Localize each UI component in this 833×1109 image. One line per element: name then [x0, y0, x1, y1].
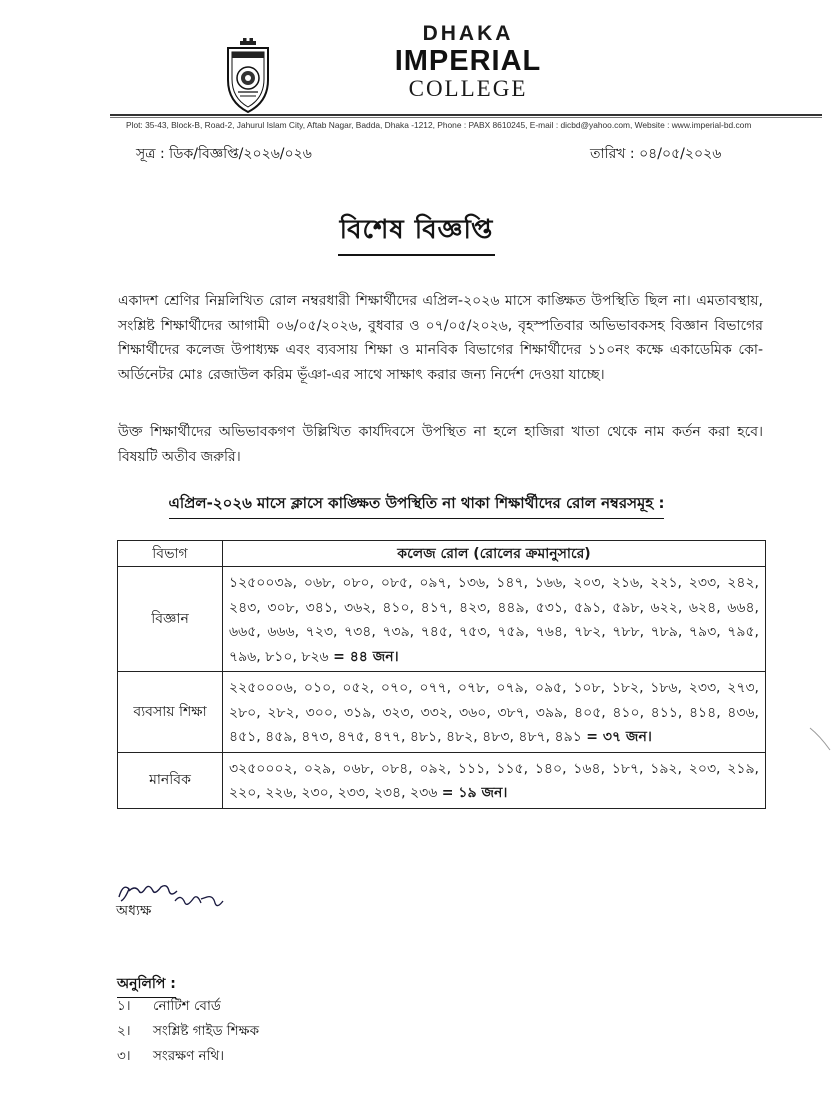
notice-paragraph-2: উক্ত শিক্ষার্থীদের অভিভাবকগণ উল্লিখিত কার্যদিবসে উপস্থিত না হলে হাজিরা খাতা থেকে নাম কর্তন করা হবে। বিষয়টি অতীব জরুরি।	[118, 424, 763, 465]
header-divider-thin	[110, 117, 822, 118]
list-item	[117, 1044, 259, 1069]
college-name-line2: IMPERIAL	[394, 45, 542, 77]
college-crest-logo	[218, 36, 278, 114]
list-item-number: ২।	[117, 1023, 131, 1039]
list-item	[117, 1019, 259, 1044]
table-row	[118, 752, 766, 808]
roll-list-cell	[223, 672, 766, 753]
table-header-row	[118, 541, 766, 567]
roll-numbers: ১২৫০০৩৯, ০৬৮, ০৮০, ০৮৫, ০৯৭, ১৩৬, ১৪৭, ১৬৬, ২০৩, ২১৬, ২২১, ২৩৩, ২৪২, ২৪৩, ৩০৮, ৩৪১, ৩৬২, ৪১০, ৪১৭, ৪২৩, ৪৪৯, ৫৩১, ৫৯১, ৫৯৮, ৬২২, ৬২৪, ৬৬৪, ৬৬৫, ৬৬৬, ৭২৩, ৭৩৪, ৭৩৯, ৭৪৫, ৭৫৩, ৭৫৯, ৭৬৪, ৭৮২, ৭৮৮, ৭৮৯, ৭৯৩, ৭৯৫, ৭৯৬, ৮১০, ৮২৬	[229, 575, 759, 665]
table-title-text: এপ্রিল-২০২৬ মাসে ক্লাসে কাঙ্ক্ষিত উপস্থিতি না থাকা শিক্ষার্থীদের রোল নম্বরসমূহ :	[169, 492, 665, 519]
roll-numbers: ২২৫০০০৬, ০১০, ০৫২, ০৭০, ০৭৭, ০৭৮, ০৭৯, ০৯৫, ১০৮, ১৮২, ১৮৬, ২৩৩, ২৭৩, ২৮০, ২৮২, ৩০০, ৩১৯, ৩২৩, ৩৩২, ৩৬০, ৩৮৭, ৩৯৯, ৪০৫, ৪১০, ৪১১, ৪১৪, ৪৩৬, ৪৫১, ৪৫৯, ৪৭৩, ৪৭৫, ৪৭৭, ৪৮১, ৪৮২, ৪৮৩, ৪৮৭, ৪৯১	[229, 680, 759, 745]
roll-list-cell	[223, 567, 766, 672]
copy-to-title: অনুলিপি :	[117, 972, 176, 998]
table-header-department: বিভাগ	[118, 541, 223, 567]
table-header-rolls: কলেজ রোল (রোলের ক্রমানুসারে)	[223, 541, 766, 567]
college-address: Plot: 35-43, Block-B, Road-2, Jahurul Islam City, Aftab Nagar, Badda, Dhaka -1212, Phone : PABX 8610245, E-mail : dicbd@yahoo.com, Website : www.imperial-bd.com	[126, 120, 752, 130]
roll-list-cell	[223, 752, 766, 808]
header-divider	[110, 114, 822, 116]
roll-number-table	[117, 540, 766, 809]
list-item	[117, 994, 259, 1019]
copy-to-list	[117, 994, 259, 1069]
notice-heading-text: বিশেষ বিজ্ঞপ্তি	[338, 209, 496, 256]
roll-numbers: ৩২৫০০০২, ০২৯, ০৬৮, ০৮৪, ০৯২, ১১১, ১১৫, ১৪০, ১৬৪, ১৮৭, ১৯২, ২০৩, ২১৯, ২২০, ২২৬, ২৩০, ২৩৩, ২৩৪, ২৩৬	[229, 760, 759, 801]
list-item-text: নোটিশ বোর্ড	[153, 998, 221, 1014]
college-name-line3: COLLEGE	[408, 76, 528, 101]
list-item-text: সংরক্ষণ নথি।	[153, 1048, 225, 1064]
table-row	[118, 672, 766, 753]
department-cell: মানবিক	[118, 752, 223, 808]
principal-title: অধ্যক্ষ	[116, 903, 152, 919]
college-name-block	[368, 22, 568, 102]
notice-paragraph-1: একাদশ শ্রেণির নিম্নলিখিত রোল নম্বরধারী শিক্ষার্থীদের এপ্রিল-২০২৬ মাসে কাঙ্ক্ষিত উপস্থিতি ছিল না। এমতাবস্থায়, সংশ্লিষ্ট শিক্ষার্থীদের আগামী ০৬/০৫/২০২৬, বুধবার ও ০৭/০৫/২০২৬, বৃহস্পতিবার অভিভাবকসহ বিজ্ঞান বিভাগের শিক্ষার্থীদের কলেজ উপাধ্যক্ষ এবং ব্যবসায় শিক্ষা ও মানবিক বিভাগের শিক্ষার্থীদের ১১০নং কক্ষে একাডেমিক কো-অর্ডিনেটর মোঃ রেজাউল করিম ভূঁঞা-এর সাথে সাক্ষাৎ করার জন্য নির্দেশ দেওয়া যাচ্ছে।	[118, 293, 763, 383]
notice-heading	[0, 209, 833, 256]
notice-date: তারিখ : ০৪/০৫/২০২৬	[590, 146, 722, 162]
reference-number: সূত্র : ডিক/বিজ্ঞপ্তি/২০২৬/০২৬	[136, 146, 312, 162]
list-item-number: ১।	[117, 998, 131, 1014]
list-item-text: সংশ্লিষ্ট গাইড শিক্ষক	[153, 1023, 260, 1039]
roll-total: = ৩৭ জন।	[586, 729, 652, 745]
scan-fold-mark	[806, 724, 833, 754]
department-cell: ব্যবসায় শিক্ষা	[118, 672, 223, 753]
roll-total: = ১৯ জন।	[441, 785, 508, 801]
table-title	[0, 492, 833, 519]
college-name-line1: DHAKA	[422, 22, 514, 45]
list-item-number: ৩।	[117, 1048, 131, 1064]
roll-total: = ৪৪ জন।	[333, 648, 399, 665]
department-cell: বিজ্ঞান	[118, 567, 223, 672]
table-row	[118, 567, 766, 672]
